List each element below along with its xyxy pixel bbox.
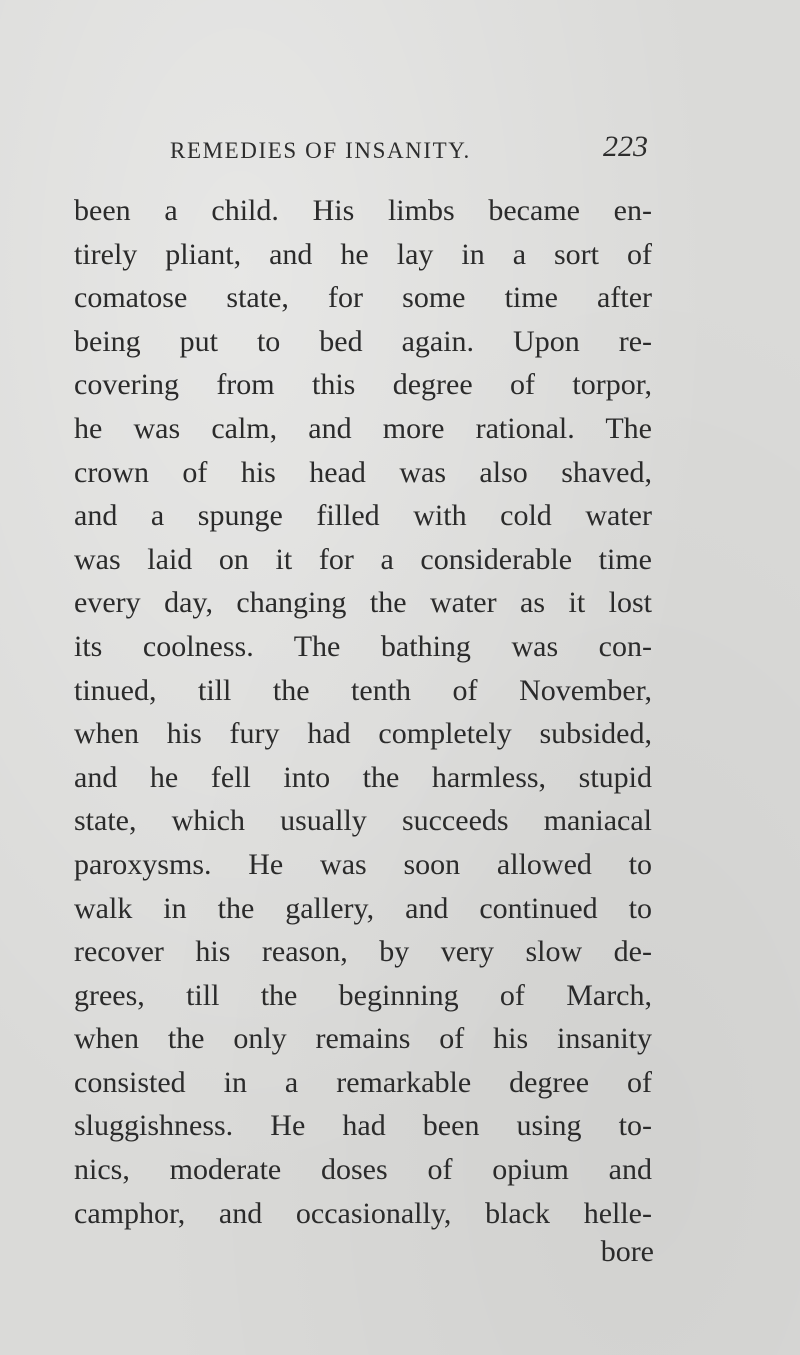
text-line: and he fell into the harmless, stupid [74, 760, 652, 794]
catchword: bore [600, 1235, 654, 1268]
running-head: REMEDIES OF INSANITY. [170, 138, 471, 163]
text-line: comatose state, for some time after [74, 281, 652, 315]
text-line: recover his reason, by very slow de- [74, 935, 652, 969]
text-line: been a child. His limbs became en- [74, 194, 652, 227]
text-line: its coolness. The bathing was con- [74, 629, 652, 663]
text-line: tirely pliant, and he lay in a sort of [74, 237, 652, 271]
text-line: consisted in a remarkable degree of [74, 1065, 652, 1099]
text-line: being put to bed again. Upon re- [74, 324, 652, 358]
text-line: walk in the gallery, and continued to [74, 891, 652, 925]
text-line: paroxysms. He was soon allowed to [74, 847, 652, 881]
page-header [74, 128, 652, 172]
text-line: he was calm, and more rational. The [74, 411, 652, 445]
text-line: state, which usually succeeds maniacal [74, 804, 652, 838]
text-line: crown of his head was also shaved, [74, 455, 652, 489]
page-number: 223 [603, 130, 648, 163]
text-line: when the only remains of his insanity [74, 1022, 652, 1056]
text-line: covering from this degree of torpor, [74, 368, 652, 402]
body-text [74, 189, 652, 1235]
text-line: every day, changing the water as it lost [74, 586, 652, 620]
text-line: sluggishness. He had been using to- [74, 1109, 652, 1143]
text-line: when his fury had completely subsided, [74, 717, 652, 751]
text-line: tinued, till the tenth of November, [74, 673, 652, 707]
text-line: grees, till the beginning of March, [74, 978, 652, 1012]
text-line: was laid on it for a considerable time [74, 542, 652, 576]
text-line: nics, moderate doses of opium and [74, 1153, 652, 1187]
text-line: camphor, and occasionally, black helle- [74, 1196, 652, 1230]
text-line: and a spunge filled with cold water [74, 499, 652, 533]
